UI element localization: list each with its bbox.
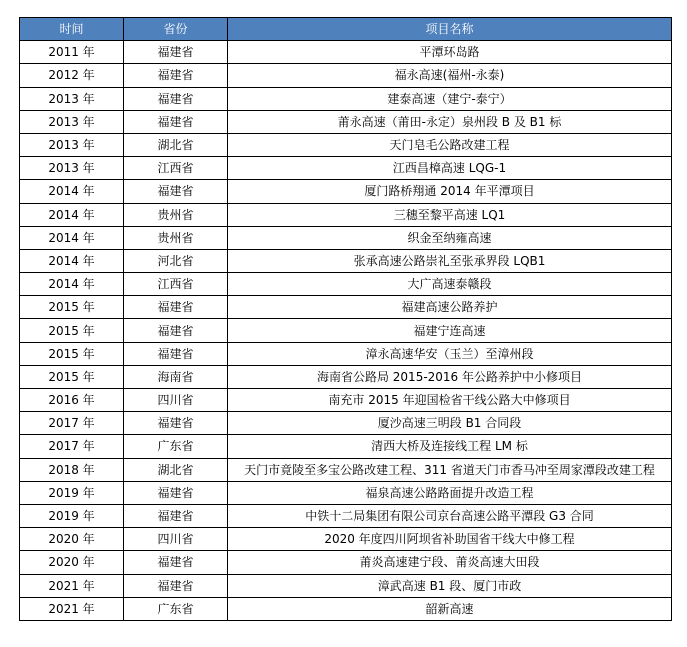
project-name-cell: 漳武高速 B1 段、厦门市政: [228, 574, 672, 597]
project-name-cell: 平潭环岛路: [228, 41, 672, 64]
province-cell: 湖北省: [124, 458, 228, 481]
province-cell: 福建省: [124, 41, 228, 64]
table-row: [20, 504, 672, 527]
year-cell: 2015 年: [20, 342, 124, 365]
province-cell: 福建省: [124, 574, 228, 597]
year-cell: 2019 年: [20, 481, 124, 504]
header-time: 时间: [20, 18, 124, 41]
project-name-cell: 厦沙高速三明段 B1 合同段: [228, 412, 672, 435]
table-row: [20, 110, 672, 133]
project-name-cell: 福泉高速公路路面提升改造工程: [228, 481, 672, 504]
table-row: [20, 180, 672, 203]
province-cell: 福建省: [124, 551, 228, 574]
year-cell: 2015 年: [20, 296, 124, 319]
province-cell: 湖北省: [124, 133, 228, 156]
province-cell: 贵州省: [124, 203, 228, 226]
project-name-cell: 福建高速公路养护: [228, 296, 672, 319]
project-name-cell: 中铁十二局集团有限公司京台高速公路平潭段 G3 合同: [228, 504, 672, 527]
year-cell: 2014 年: [20, 226, 124, 249]
project-name-cell: 2020 年度四川阿坝省补助国省干线大中修工程: [228, 528, 672, 551]
province-cell: 福建省: [124, 296, 228, 319]
table-row: [20, 389, 672, 412]
table-row: [20, 296, 672, 319]
year-cell: 2014 年: [20, 180, 124, 203]
table-row: [20, 551, 672, 574]
province-cell: 福建省: [124, 412, 228, 435]
table-row: [20, 412, 672, 435]
table-row: [20, 226, 672, 249]
year-cell: 2013 年: [20, 110, 124, 133]
project-name-cell: 江西昌樟高速 LQG-1: [228, 157, 672, 180]
project-name-cell: 莆炎高速建宁段、莆炎高速大田段: [228, 551, 672, 574]
project-name-cell: 天门市竟陵至多宝公路改建工程、311 省道天门市香马冲至周家潭段改建工程: [228, 458, 672, 481]
year-cell: 2021 年: [20, 597, 124, 620]
year-cell: 2021 年: [20, 574, 124, 597]
header-row: [20, 18, 672, 41]
project-name-cell: 福建宁连高速: [228, 319, 672, 342]
province-cell: 福建省: [124, 64, 228, 87]
project-name-cell: 建泰高速（建宁-泰宁）: [228, 87, 672, 110]
province-cell: 海南省: [124, 365, 228, 388]
year-cell: 2018 年: [20, 458, 124, 481]
province-cell: 福建省: [124, 180, 228, 203]
table-row: [20, 365, 672, 388]
year-cell: 2020 年: [20, 551, 124, 574]
table-body: [20, 41, 672, 621]
table-row: [20, 481, 672, 504]
province-cell: 广东省: [124, 597, 228, 620]
table-row: [20, 249, 672, 272]
table-row: [20, 203, 672, 226]
project-name-cell: 天门皂毛公路改建工程: [228, 133, 672, 156]
province-cell: 广东省: [124, 435, 228, 458]
table-row: [20, 319, 672, 342]
projects-table-container: [19, 17, 672, 621]
project-name-cell: 三穗至黎平高速 LQ1: [228, 203, 672, 226]
table-row: [20, 574, 672, 597]
project-name-cell: 海南省公路局 2015-2016 年公路养护中小修项目: [228, 365, 672, 388]
province-cell: 江西省: [124, 273, 228, 296]
year-cell: 2014 年: [20, 273, 124, 296]
project-name-cell: 清西大桥及连接线工程 LM 标: [228, 435, 672, 458]
header-project-name: 项目名称: [228, 18, 672, 41]
year-cell: 2014 年: [20, 249, 124, 272]
year-cell: 2013 年: [20, 87, 124, 110]
table-row: [20, 87, 672, 110]
table-row: [20, 528, 672, 551]
year-cell: 2015 年: [20, 319, 124, 342]
province-cell: 四川省: [124, 389, 228, 412]
province-cell: 四川省: [124, 528, 228, 551]
year-cell: 2012 年: [20, 64, 124, 87]
table-row: [20, 458, 672, 481]
table-row: [20, 64, 672, 87]
table-row: [20, 342, 672, 365]
province-cell: 福建省: [124, 342, 228, 365]
project-name-cell: 韶新高速: [228, 597, 672, 620]
table-row: [20, 133, 672, 156]
header-province: 省份: [124, 18, 228, 41]
year-cell: 2016 年: [20, 389, 124, 412]
table-row: [20, 273, 672, 296]
project-name-cell: 大广高速泰赣段: [228, 273, 672, 296]
province-cell: 河北省: [124, 249, 228, 272]
project-name-cell: 织金至纳雍高速: [228, 226, 672, 249]
year-cell: 2011 年: [20, 41, 124, 64]
year-cell: 2014 年: [20, 203, 124, 226]
project-name-cell: 张承高速公路崇礼至张承界段 LQB1: [228, 249, 672, 272]
table-row: [20, 157, 672, 180]
table-row: [20, 41, 672, 64]
project-name-cell: 南充市 2015 年迎国检省干线公路大中修项目: [228, 389, 672, 412]
project-name-cell: 莆永高速（莆田-永定）泉州段 B 及 B1 标: [228, 110, 672, 133]
table-header: [20, 18, 672, 41]
province-cell: 福建省: [124, 87, 228, 110]
year-cell: 2013 年: [20, 157, 124, 180]
year-cell: 2015 年: [20, 365, 124, 388]
project-name-cell: 福永高速(福州-永泰): [228, 64, 672, 87]
province-cell: 江西省: [124, 157, 228, 180]
province-cell: 福建省: [124, 481, 228, 504]
province-cell: 福建省: [124, 504, 228, 527]
year-cell: 2017 年: [20, 435, 124, 458]
project-name-cell: 漳永高速华安（玉兰）至漳州段: [228, 342, 672, 365]
year-cell: 2013 年: [20, 133, 124, 156]
province-cell: 福建省: [124, 110, 228, 133]
province-cell: 福建省: [124, 319, 228, 342]
table-row: [20, 597, 672, 620]
table-row: [20, 435, 672, 458]
project-name-cell: 厦门路桥翔通 2014 年平潭项目: [228, 180, 672, 203]
projects-table: [19, 17, 672, 621]
province-cell: 贵州省: [124, 226, 228, 249]
year-cell: 2017 年: [20, 412, 124, 435]
year-cell: 2020 年: [20, 528, 124, 551]
year-cell: 2019 年: [20, 504, 124, 527]
